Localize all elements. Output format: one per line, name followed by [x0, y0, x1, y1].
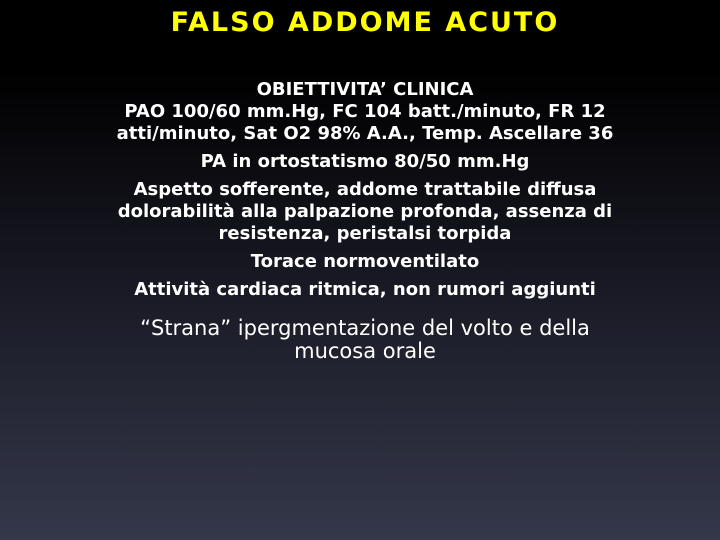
thorax-finding: Torace normoventilato [250, 251, 480, 272]
abdomen-line-3: resistenza, peristalsi torpida [218, 223, 512, 244]
section-heading: OBIETTIVITA’ CLINICA [256, 79, 474, 100]
slide-title: FALSO ADDOME ACUTO [170, 7, 560, 38]
cardiac-finding: Attività cardiaca ritmica, non rumori aggiunti [134, 279, 596, 300]
orthostatic-pressure: PA in ortostatismo 80/50 mm.Hg [200, 151, 530, 172]
abdomen-line-1: Aspetto sofferente, addome trattabile diffusa [133, 179, 597, 200]
pigmentation-line-1: “Strana” ipergmentazione del volto e della [140, 316, 590, 340]
pigmentation-line-2: mucosa orale [294, 339, 436, 363]
vitals-line-1: PAO 100/60 mm.Hg, FC 104 batt./minuto, FR 12 [124, 101, 606, 122]
slide-body [40, 79, 690, 363]
abdomen-line-2: dolorabilità alla palpazione profonda, assenza di [117, 201, 613, 222]
vitals-line-2: atti/minuto, Sat O2 98% A.A., Temp. Ascellare 36 [116, 123, 614, 144]
